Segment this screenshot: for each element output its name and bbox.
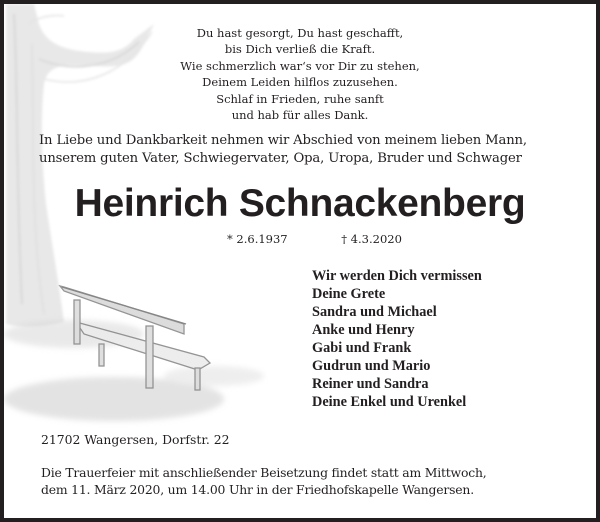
service-line: Die Trauerfeier mit anschließender Beisetzung findet statt am Mittwoch, bbox=[41, 465, 487, 480]
mourner-line: Gabi und Frank bbox=[312, 340, 412, 356]
poem-line: Du hast gesorgt, Du hast geschafft, bbox=[196, 26, 404, 40]
deceased-name: Heinrich Schnackenberg bbox=[74, 182, 526, 225]
poem bbox=[4, 25, 596, 123]
mourner-line: Anke und Henry bbox=[312, 322, 415, 338]
mourner-line: Deine Enkel und Urenkel bbox=[312, 394, 467, 410]
death-date: † 4.3.2020 bbox=[341, 232, 402, 246]
mourner-line: Gudrun und Mario bbox=[312, 358, 431, 374]
poem-line: und hab für alles Dank. bbox=[231, 108, 369, 123]
birth-date: * 2.6.1937 bbox=[227, 232, 288, 246]
farewell-intro bbox=[39, 132, 527, 168]
poem-line: Deinem Leiden hilflos zuzusehen. bbox=[202, 75, 398, 90]
intro-line: unserem guten Vater, Schwiegervater, Opa, Uropa, Bruder und Schwager bbox=[39, 151, 522, 166]
mourner-line: Wir werden Dich vermissen bbox=[312, 268, 482, 284]
mourners-list bbox=[312, 267, 482, 411]
address: 21702 Wangersen, Dorfstr. 22 bbox=[41, 432, 230, 447]
mourner-line: Reiner und Sandra bbox=[312, 376, 429, 392]
intro-line: In Liebe und Dankbarkeit nehmen wir Abschied von meinem lieben Mann, bbox=[39, 133, 527, 148]
poem-line: bis Dich verließ die Kraft. bbox=[224, 42, 376, 57]
service-line: dem 11. März 2020, um 14.00 Uhr in der Friedhofskapelle Wangersen. bbox=[41, 482, 474, 497]
poem-line: Schlaf in Frieden, ruhe sanft bbox=[216, 91, 384, 106]
poem-line: Wie schmerzlich war‘s vor Dir zu stehen, bbox=[180, 58, 420, 73]
funeral-service-info bbox=[41, 464, 486, 498]
obituary-card bbox=[4, 4, 596, 518]
life-dates bbox=[227, 232, 402, 246]
mourner-line: Deine Grete bbox=[312, 286, 386, 302]
mourner-line: Sandra und Michael bbox=[312, 304, 437, 320]
